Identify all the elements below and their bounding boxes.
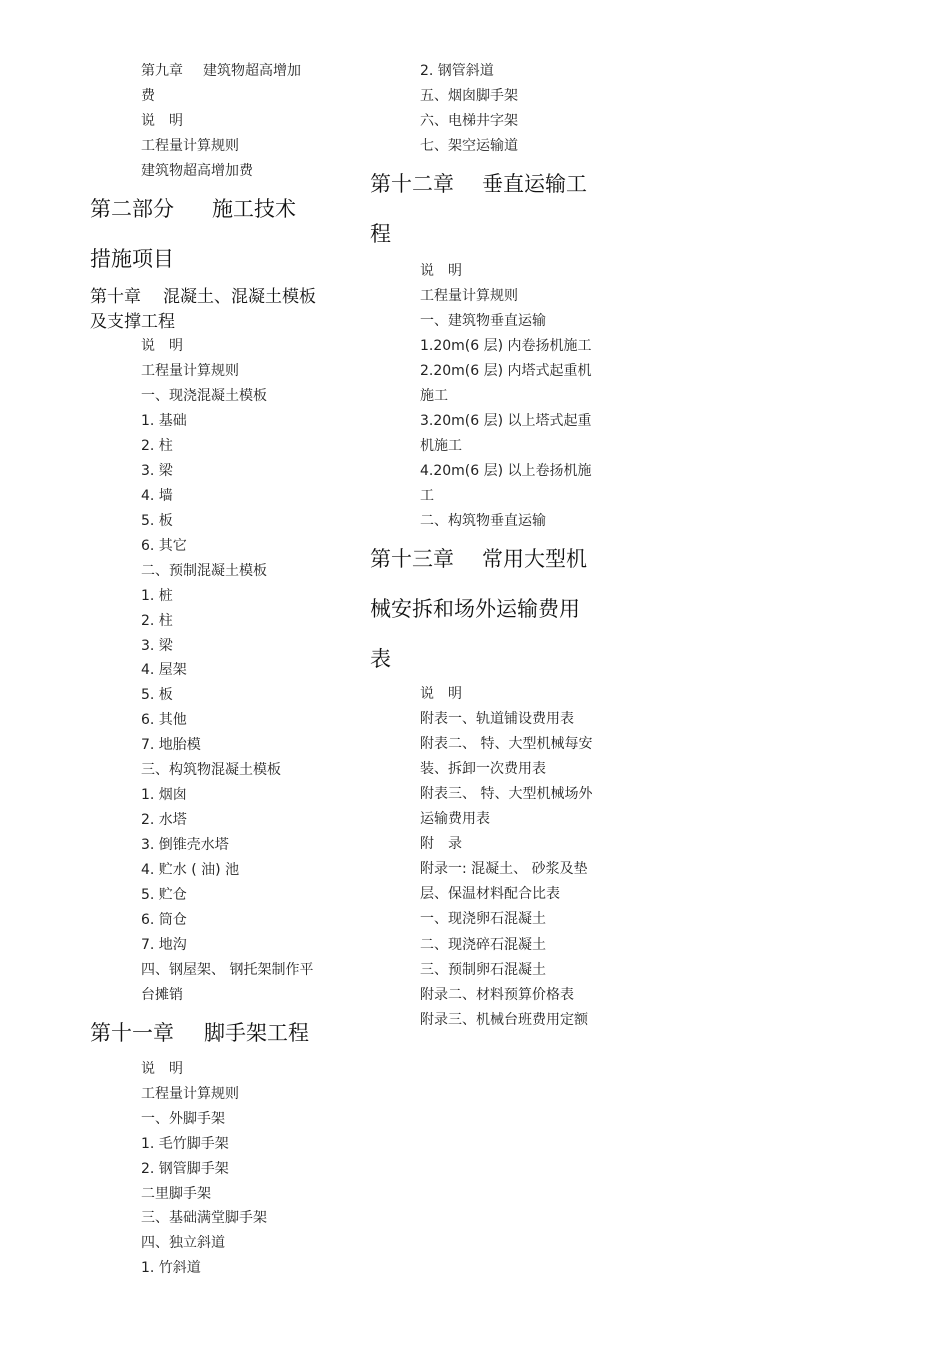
ch10-heading-cont: 及支撑工程 [90, 312, 175, 332]
toc-item: 台摊销 [141, 986, 183, 1003]
toc-item: 6. 其它 [141, 537, 187, 554]
toc-item: 6. 其他 [141, 712, 187, 729]
toc-item: 附录一: 混凝土、 砂浆及垫 [420, 861, 588, 878]
toc-item: 3. 梁 [141, 637, 173, 654]
part-number: 第二部分 [90, 197, 174, 221]
toc-item: 运输费用表 [420, 811, 490, 828]
toc-item: 1. 竹斜道 [141, 1260, 201, 1277]
toc-item: 附表二、 特、大型机械每安 [420, 736, 593, 753]
toc-item: 1. 基础 [141, 412, 187, 429]
chapter-number: 第十三章 [370, 547, 454, 571]
toc-item: 层、保温材料配合比表 [420, 886, 560, 903]
chapter-number: 第十二章 [370, 172, 454, 196]
toc-item: 2.20m(6 层) 内塔式起重机 [420, 363, 592, 379]
toc-item: 2. 柱 [141, 437, 173, 454]
toc-item: 2. 柱 [141, 612, 173, 629]
ch13-heading [370, 546, 587, 572]
toc-item: 说 明 [141, 1061, 183, 1077]
toc-item: 二里脚手架 [141, 1185, 211, 1202]
toc-item: 一、现浇卵石混凝土 [420, 911, 546, 928]
part-name: 施工技术 [212, 197, 296, 221]
chapter-name: 混凝土、混凝土模板 [163, 287, 316, 307]
toc-item: 1. 毛竹脚手架 [141, 1135, 229, 1152]
toc-item: 1. 烟囱 [141, 787, 187, 804]
toc-item: 附录二、材料预算价格表 [420, 986, 574, 1003]
toc-item: 1. 桩 [141, 587, 173, 604]
chapter-name: 脚手架工程 [204, 1021, 309, 1045]
ch11-heading [90, 1020, 309, 1046]
toc-item: 6. 筒仓 [141, 912, 187, 929]
toc-item: 一、建筑物垂直运输 [420, 313, 546, 329]
ch12-heading-cont: 程 [370, 222, 391, 246]
toc-item: 2. 水塔 [141, 812, 187, 829]
toc-item: 五、烟囱脚手架 [420, 88, 518, 104]
toc-item: 5. 贮仓 [141, 887, 187, 904]
toc-item: 说 明 [420, 263, 462, 279]
toc-item: 三、基础满堂脚手架 [141, 1210, 267, 1227]
chapter-number: 第九章 [141, 63, 183, 79]
toc-item: 工程量计算规则 [141, 138, 239, 154]
toc-item: 3.20m(6 层) 以上塔式起重 [420, 413, 592, 429]
toc-item: 3. 梁 [141, 462, 173, 479]
part2-heading-cont: 措施项目 [90, 247, 174, 271]
toc-item: 说 明 [141, 113, 183, 129]
toc-item: 7. 地沟 [141, 937, 187, 954]
toc-item: 4. 墙 [141, 487, 173, 504]
toc-item: 一、外脚手架 [141, 1110, 225, 1127]
toc-item: 三、构筑物混凝土模板 [141, 762, 281, 779]
toc-item: 附录三、机械台班费用定额 [420, 1011, 588, 1028]
toc-item: 二、构筑物垂直运输 [420, 513, 546, 529]
toc-item: 说 明 [141, 338, 183, 354]
toc-item: 7. 地胎模 [141, 737, 201, 754]
toc-item: 5. 板 [141, 512, 173, 529]
ch13-heading-cont1: 械安拆和场外运输费用 [370, 597, 580, 621]
toc-item: 附表三、 特、大型机械场外 [420, 786, 593, 803]
toc-item: 工程量计算规则 [141, 1085, 239, 1102]
toc-item: 说 明 [420, 686, 462, 702]
ch12-heading [370, 171, 587, 197]
chapter-number: 第十一章 [90, 1021, 174, 1045]
toc-item: 2. 钢管斜道 [420, 63, 494, 79]
toc-item: 施工 [420, 388, 448, 404]
toc-item: 2. 钢管脚手架 [141, 1160, 229, 1177]
toc-item: 工 [420, 488, 434, 504]
toc-item: 建筑物超高增加费 [141, 163, 253, 179]
part2-heading [90, 196, 296, 222]
chapter-name: 常用大型机 [482, 547, 587, 571]
toc-item: 工程量计算规则 [420, 288, 518, 304]
toc-item: 1.20m(6 层) 内卷扬机施工 [420, 338, 592, 354]
chapter-name: 建筑物超高增加 [203, 63, 301, 79]
ch13-heading-cont2: 表 [370, 647, 391, 671]
chapter-name: 垂直运输工 [482, 172, 587, 196]
ch10-heading [90, 286, 316, 308]
toc-item: 装、拆卸一次费用表 [420, 761, 546, 778]
toc-item: 工程量计算规则 [141, 362, 239, 379]
toc-item: 二、预制混凝土模板 [141, 562, 267, 579]
ch9-heading-cont: 费 [141, 88, 155, 104]
toc-item: 3. 倒锥壳水塔 [141, 837, 229, 854]
toc-item: 六、电梯井字架 [420, 113, 518, 129]
toc-item: 附 录 [420, 836, 462, 853]
ch9-heading [141, 62, 301, 80]
toc-item: 机施工 [420, 438, 462, 454]
toc-item: 一、现浇混凝土模板 [141, 387, 267, 404]
toc-item: 四、独立斜道 [141, 1235, 225, 1252]
toc-item: 三、预制卵石混凝土 [420, 961, 546, 978]
toc-item: 二、现浇碎石混凝土 [420, 936, 546, 953]
toc-item: 5. 板 [141, 687, 173, 704]
chapter-number: 第十章 [90, 287, 141, 307]
toc-item: 4. 贮水 ( 油) 池 [141, 862, 240, 879]
toc-item: 四、钢屋架、 钢托架制作平 [141, 962, 314, 978]
toc-item: 附表一、轨道铺设费用表 [420, 711, 574, 728]
toc-item: 4. 屋架 [141, 662, 187, 679]
toc-item: 4.20m(6 层) 以上卷扬机施 [420, 463, 592, 479]
toc-item: 七、架空运输道 [420, 138, 518, 154]
